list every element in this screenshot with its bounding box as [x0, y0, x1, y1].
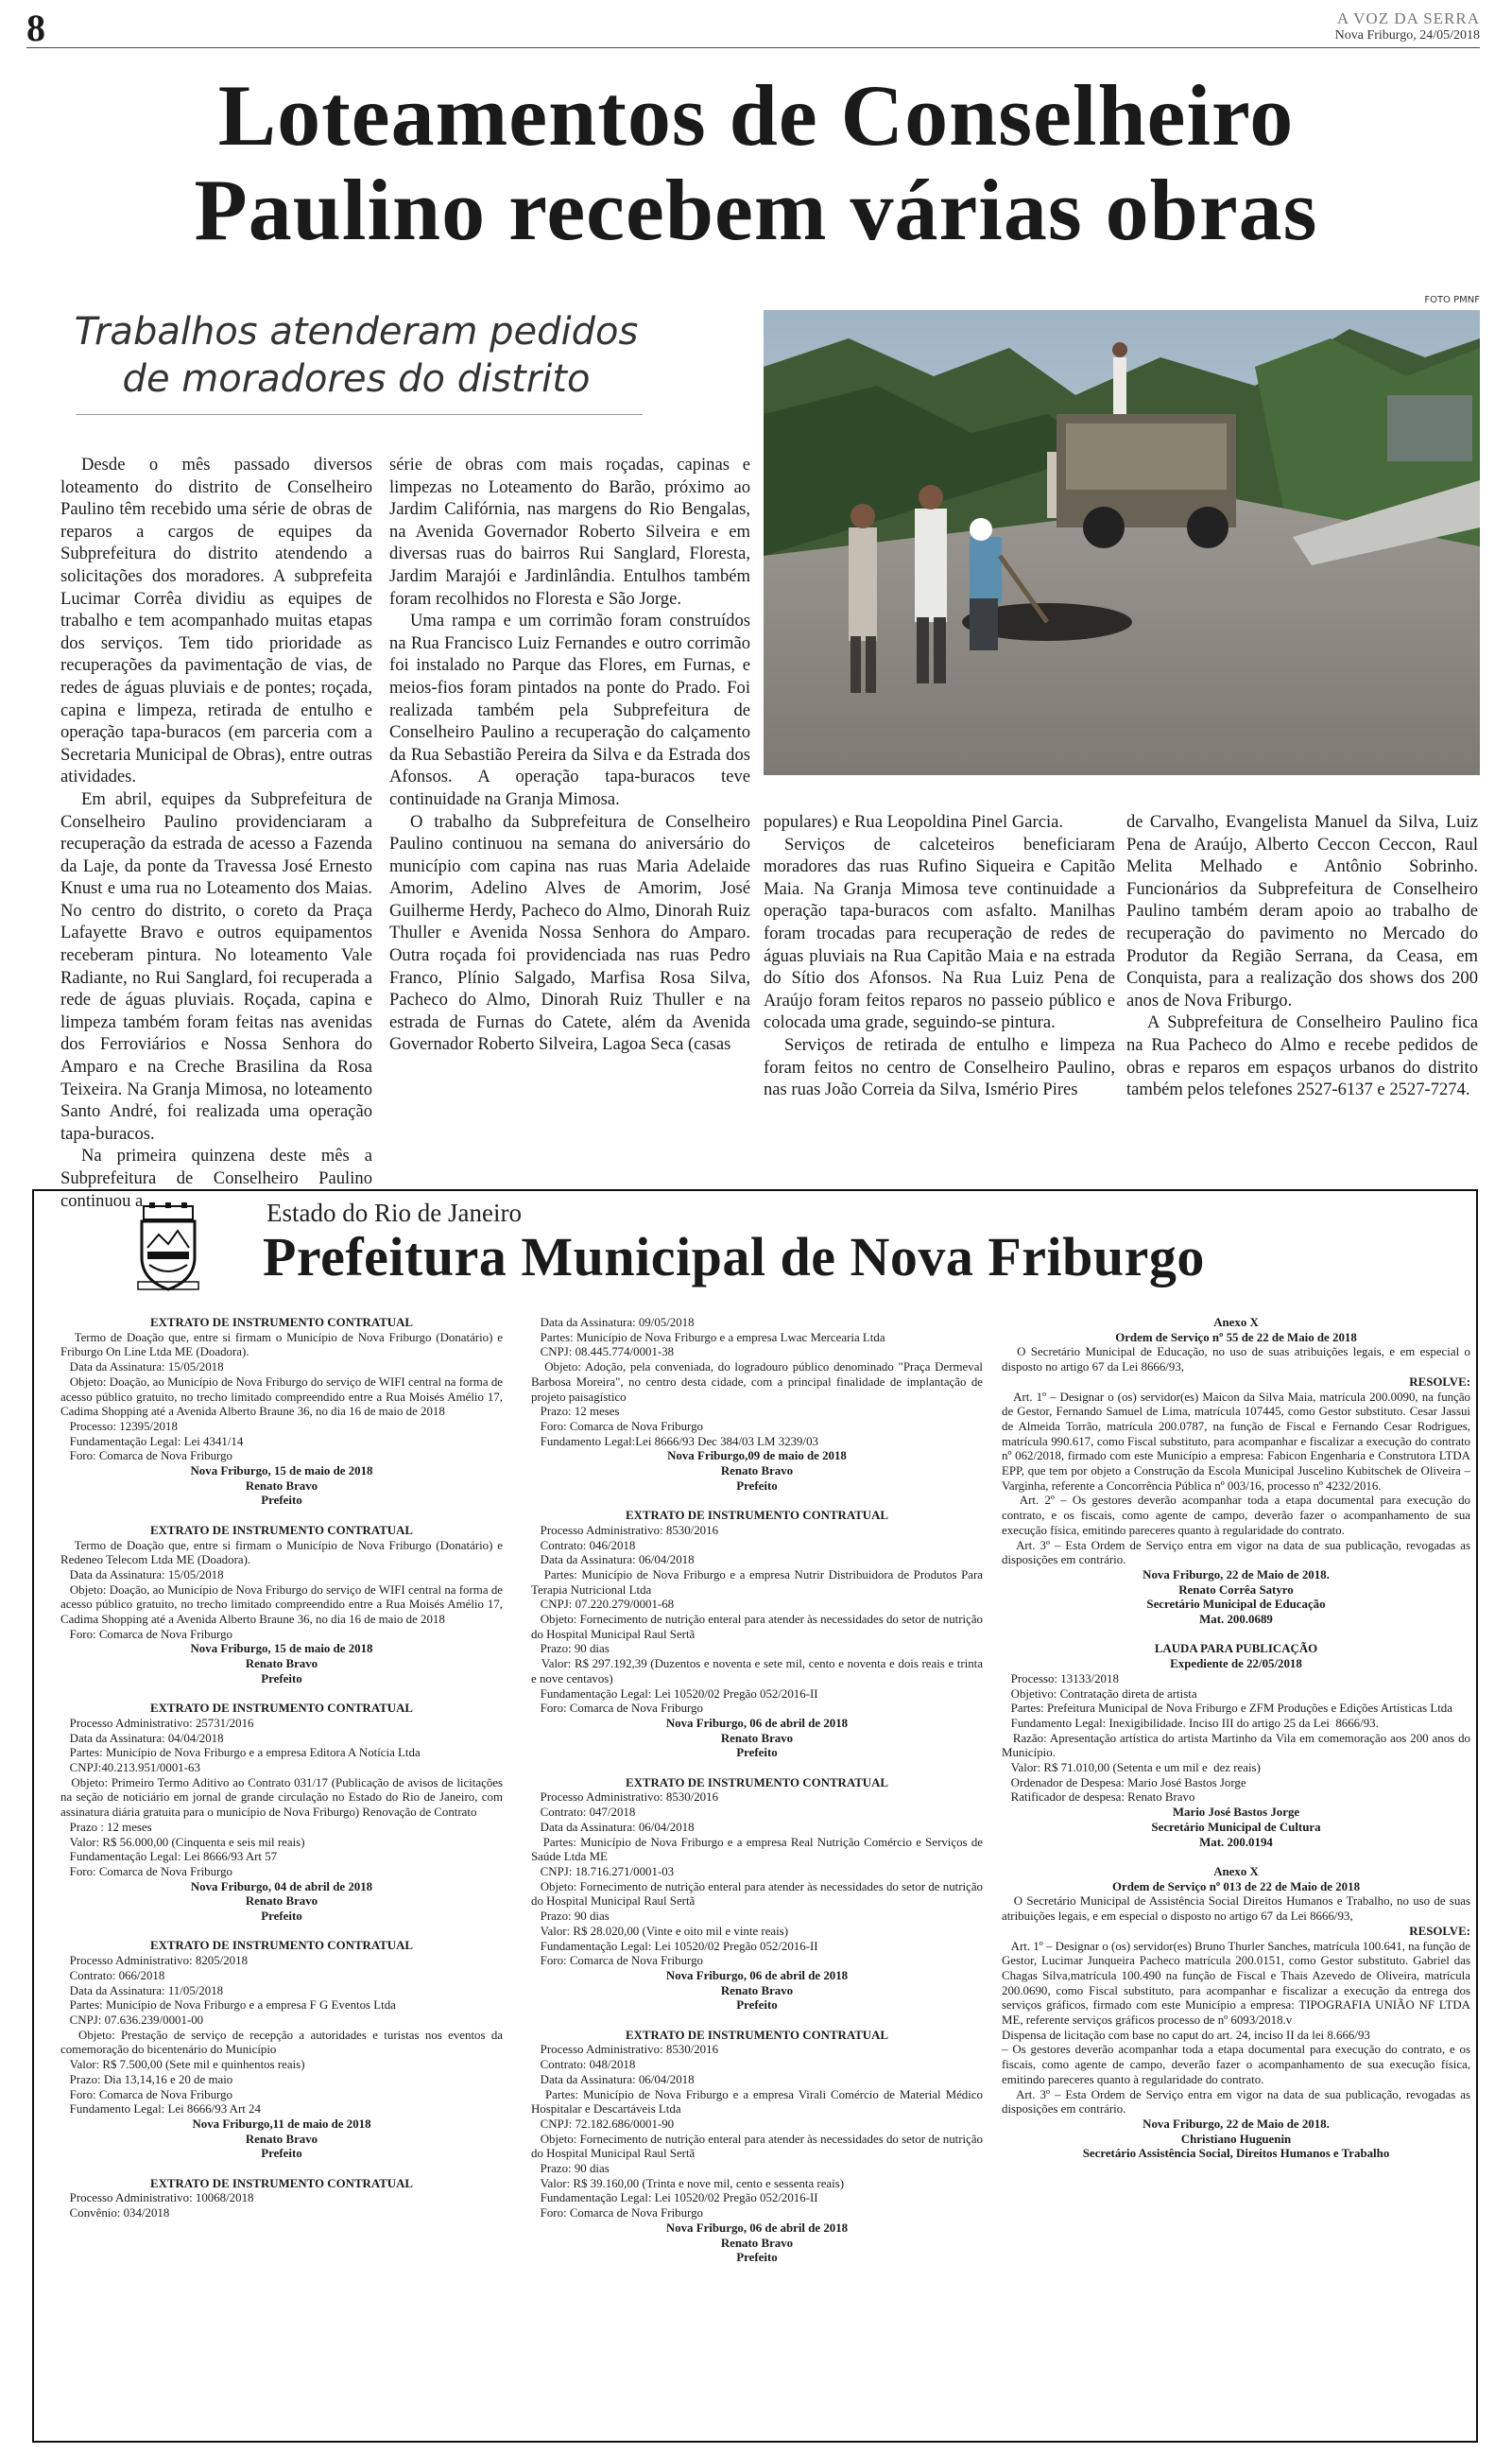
notice-line: Partes: Município de Nova Friburgo e a empresa F G Eventos Ltda	[60, 1998, 396, 2013]
notice-line: Objeto: Adoção, pela conveniada, do logradouro público denominado "Praça Dermeval Barbosa Moreira", no centro desta cidade, com a principal finalidade de implantação de projeto paisagístico	[531, 1360, 987, 1404]
notice-line: Prazo : 12 meses	[60, 1820, 152, 1834]
notice-line: Prazo: 12 meses	[531, 1405, 620, 1419]
notice-line: Objeto: Prestação de serviço de recepção a autoridades e turistas nos eventos da comemoração do bicentenário do Município	[60, 2028, 507, 2057]
notice-line: Partes: Município de Nova Friburgo e a empresa Editora A Notícia Ltda	[60, 1746, 421, 1760]
notice-line: Contrato: 048/2018	[531, 2058, 636, 2072]
notice-line: Processo Administrativo: 8530/2016	[531, 1790, 719, 1805]
notice-heading: EXTRATO DE INSTRUMENTO CONTRATUAL	[625, 1775, 889, 1789]
notice-line: Fundamentação Legal: Lei 8666/93 Art 57	[60, 1850, 278, 1864]
article-column-4	[1126, 811, 1478, 1101]
subtitle-line: Trabalhos atenderam pedidos	[74, 310, 639, 354]
notice-line: RESOLVE:	[1409, 1924, 1470, 1938]
article-subtitle	[68, 308, 644, 403]
notice-line: Ratificador de despesa: Renato Bravo	[1002, 1790, 1195, 1805]
notice-line: Fundamentação Legal: Lei 10520/02 Pregão 052/2016-II	[531, 1939, 818, 1953]
notice-line: Mat. 200.0689	[1199, 1613, 1273, 1627]
notice-line: CNPJ: 07.636.239/0001-00	[60, 2013, 204, 2027]
notice-spacer	[60, 1925, 503, 1940]
notice-line: Art. 3º – Esta Ordem de Serviço entra em vigor na data de sua publicação, revogadas as disposições em contrário.	[1002, 2087, 1474, 2117]
header-rule	[26, 47, 1480, 48]
notice-line: Objeto: Fornecimento de nutrição enteral para atender às necessidades do setor de nutrição do Hospital Municipal Raul Sertã	[531, 2132, 987, 2161]
notice-line: Ordem de Serviço nº 55 de 22 de Maio de 2018	[1115, 1330, 1357, 1344]
article-column-3	[764, 811, 1115, 1101]
announcement-state: Estado do Rio de Janeiro	[266, 1199, 522, 1227]
notice-line: Nova Friburgo, 15 de maio de 2018	[190, 1464, 373, 1478]
notice-line: Prazo: 90 dias	[531, 1910, 610, 1924]
notice-line: Processo: 13133/2018	[1002, 1671, 1119, 1685]
notice-line: CNPJ: 07.220.279/0001-68	[531, 1598, 675, 1612]
notice-heading: EXTRATO DE INSTRUMENTO CONTRATUAL	[149, 2176, 414, 2190]
notice-line: Art. 2º – Os gestores deverão acompanhar toda a etapa documental para execução do contrato, e os fiscais, como agente de campo, deverão fazer o acompanhamento de sua execução física, emitindo pareceres quanto à regularidade do contrato.	[1002, 1494, 1474, 1537]
notice-heading: EXTRATO DE INSTRUMENTO CONTRATUAL	[149, 1939, 414, 1953]
article-paragraph: populares) e Rua Leopoldina Pinel Garcia.	[764, 812, 1064, 832]
notice-line: Nova Friburgo, 22 de Maio de 2018.	[1143, 2117, 1330, 2131]
notice-line: Processo Administrativo: 8205/2018	[60, 1954, 249, 1968]
notice-line: Data da Assinatura: 06/04/2018	[531, 2072, 695, 2086]
notice-line: Art. 3º – Esta Ordem de Serviço entra em vigor na data de sua publicação, revogadas as disposições em contrário.	[1002, 1538, 1474, 1567]
notice-line: Contrato: 066/2018	[60, 1968, 165, 1982]
notice-line: Nova Friburgo, 06 de abril de 2018	[665, 2221, 849, 2235]
notice-line: Objeto: Fornecimento de nutrição enteral para atender às necessidades do setor de nutrição do Hospital Municipal Raul Sertã	[531, 1613, 987, 1641]
notice-spacer	[60, 2162, 503, 2177]
notice-line: Renato Bravo	[245, 2132, 318, 2146]
notice-line: Data da Assinatura: 06/04/2018	[531, 1820, 695, 1834]
notice-line: Partes: Município de Nova Friburgo e a empresa Real Nutrição Comércio e Serviços de Saúde Ltda ME	[531, 1835, 987, 1864]
notice-line: Prefeito	[261, 2147, 302, 2161]
notice-line: Mat. 200.0194	[1199, 1835, 1273, 1849]
notice-heading: EXTRATO DE INSTRUMENTO CONTRATUAL	[149, 1316, 414, 1329]
article-column-1	[60, 454, 372, 1212]
notice-spacer	[60, 1509, 503, 1524]
notice-line: Termo de Doação que, entre si firmam o Município de Nova Friburgo (Donatário) e Friburgo On Line Ltda ME (Doadora).	[60, 1330, 507, 1359]
notice-line: Art. 1º – Designar o (os) servidor(es) Maicon da Silva Maia, matrícula 200.0090, na função de Gestor, Fernando Samuel de Lima, matrícula 107445, como Gestor substituto. Cesar Jassui de Almeida Torrão, matrícula 200.0787, na função de Fiscal e Fernando Cesar Rodrigues, matrícula 990.617, como Fiscal substituto, para acompanhar e fiscalizar a execução do contrato nº 062/2018, firmado com este Município a empresa: Fabicon Engenharia e Construtora LTDA EPP, que tem por objeto a Construção da Escola Municipal Juscelino Kubitschek de Oliveira – Varginha, referente a Concorrência Pública nº 003/16, processo nº 4232/2016.	[1002, 1390, 1474, 1493]
notice-line: Foro: Comarca de Nova Friburgo	[60, 1627, 232, 1641]
notice-line: Foro: Comarca de Nova Friburgo	[531, 1954, 703, 1968]
notice-spacer	[531, 1494, 983, 1509]
notice-line: Nova Friburgo, 22 de Maio de 2018.	[1143, 1567, 1330, 1581]
legal-column-3	[1002, 1316, 1474, 2162]
notice-line: Art. 1º – Designar o (os) servidor(es) Bruno Thurler Sanches, matrícula 100.641, na função de Gestor, Lucimar Junqueira Pacheco matrícula 200.0151, como Gestor substituto. Gabriel das Chagas Silva,matrícula 100.490 na função de Fiscal e Thais Azevedo de Oliveira, matrícula 200.0690, como Fiscal substituto, para acompanhar e fiscalizar a execução da entrega dos serviços gráficos, firmado com este Município a empresa: TIPOGRAFIA UNIÃO NF LTDA ME, referente serviços gráficos processo de nº 6093/2018.v	[1002, 1939, 1474, 2028]
notice-line: Prefeito	[736, 1478, 778, 1493]
notice-line: CNPJ: 08.445.774/0001-38	[531, 1345, 675, 1359]
notice-line: CNPJ: 72.182.686/0001-90	[531, 2117, 675, 2131]
notice-line: Data da Assinatura: 09/05/2018	[531, 1316, 695, 1329]
notice-line: – Os gestores deverão acompanhar toda a etapa documental para execução do contrato, e os fiscais, como agente de campo, deverão fazer o acompanhamento de sua execução física, emitindo pareceres quanto à regularidade do contrato.	[1002, 2043, 1474, 2086]
headline-line: Loteamentos de Conselheiro	[217, 67, 1295, 164]
page-number: 8	[26, 7, 45, 49]
notice-line: Nova Friburgo, 04 de abril de 2018	[190, 1879, 373, 1893]
notice-line: Contrato: 046/2018	[531, 1538, 636, 1552]
notice-line: Fundamento Legal: Lei 8666/93 Art 24	[60, 2102, 261, 2117]
notice-line: Prefeito	[736, 1746, 778, 1760]
notice-heading: EXTRATO DE INSTRUMENTO CONTRATUAL	[625, 2028, 889, 2042]
notice-line: Data da Assinatura: 06/04/2018	[531, 1553, 695, 1567]
edition-date: Nova Friburgo, 24/05/2018	[1334, 28, 1480, 43]
notice-line: Processo Administrativo: 8530/2016	[531, 2043, 719, 2057]
notice-line: Renato Bravo	[245, 1657, 318, 1671]
notice-heading: EXTRATO DE INSTRUMENTO CONTRATUAL	[625, 1509, 889, 1523]
notice-line: Objeto: Doação, ao Município de Nova Friburgo do serviço de WIFI central na forma de acesso público gratuito, no trecho limitado compreendido entre a Rua Moisés Amélio 17, Cadima Shopping até a Avenida Alberto Braune 36, no dia 16 de maio de 2018	[60, 1582, 507, 1627]
notice-line: Fundamentação Legal: Lei 4341/14	[60, 1434, 244, 1448]
notice-line: Valor: R$ 39.160,00 (Trinta e nove mil, cento e sessenta reais)	[531, 2176, 845, 2190]
article-paragraph: de Carvalho, Evangelista Manuel da Silva, Luiz Pena de Araújo, Alberto Ceccon Ceccon, Raul Melita Melhado e Antônio Sobrinho. Funcionários da Subprefeitura de Conselheiro Paulino também deram apoio ao trabalho de recuperação do pavimento no Mercado do Produtor da Região Serrana, da Ceasa, em Conquista, para a realização dos shows dos 200 anos de Nova Friburgo.	[1126, 812, 1478, 1011]
notice-line: Renato Bravo	[720, 1731, 794, 1745]
notice-line: Objeto: Doação, ao Município de Nova Friburgo do serviço de WIFI central na forma de acesso público gratuito, no trecho limitado compreendido entre a Rua Moisés Amélio 17, Cadima Shopping até a Avenida Alberto Braune 36, no dia 16 de maio de 2018	[60, 1374, 507, 1419]
notice-spacer	[531, 1761, 983, 1776]
road-repair-photo	[764, 310, 1480, 775]
notice-line: RESOLVE:	[1409, 1374, 1470, 1389]
notice-line: Secretário Assistência Social, Direitos Humanos e Trabalho	[1082, 2147, 1390, 2161]
notice-line: Prefeito	[261, 1671, 302, 1685]
notice-line: Renato Bravo	[720, 1464, 794, 1478]
notice-line: Foro: Comarca de Nova Friburgo	[531, 1702, 703, 1716]
notice-line: Objeto: Primeiro Termo Aditivo ao Contrato 031/17 (Publicação de avisos de licitações na seção de noticiário em jornal de grande circulação no Estado do Rio de Janeiro, com assinatura diária gratuita para o município de Nova Friburgo) Renovação de Contrato	[60, 1775, 507, 1820]
notice-line: Fundamentação Legal: Lei 10520/02 Pregão 052/2016-II	[531, 1686, 818, 1701]
notice-line: Secretário Municipal de Educação	[1146, 1598, 1326, 1612]
notice-line: Nova Friburgo,11 de maio de 2018	[192, 2117, 371, 2131]
notice-line: Valor: R$ 28.020,00 (Vinte e oito mil e vinte reais)	[531, 1924, 789, 1938]
article-paragraph: Uma rampa e um corrimão foram construídos na Rua Francisco Luiz Fernandes e outro corrimão foi instalado no Parque das Flores, em Furnas, e meios-fios foram pintados na ponte do Prado. Foi realizada também pela Subprefeitura de Conselheiro Paulino a recuperação do calçamento da Rua Sebastião Pereira da Silva e da Estrada dos Afonsos. A operação tapa-buracos teve continuidade na Granja Mimosa.	[389, 611, 750, 809]
notice-line: Prazo: 90 dias	[531, 2162, 610, 2176]
notice-heading: EXTRATO DE INSTRUMENTO CONTRATUAL	[149, 1523, 414, 1537]
notice-line: Foro: Comarca de Nova Friburgo	[531, 1419, 703, 1433]
article-column-2	[389, 454, 750, 1056]
notice-spacer	[531, 2013, 983, 2029]
article-paragraph: Serviços de calceteiros beneficiaram moradores das ruas Rufino Siqueira e Capitão Maia. Na Granja Mimosa teve continuidade a operação tapa-buracos com asfalto. Manilhas foram trocadas para recuperação de redes de águas pluviais na Rua Capitão Maia e na estrada do Sítio dos Afonsos. Na Rua Luiz Pena de Araújo foram feitos reparos no passeio público e colocada uma grade, seguindo-se pintura.	[764, 834, 1115, 1033]
legal-column-1	[60, 1316, 507, 2221]
notice-line: CNPJ:40.213.951/0001-63	[60, 1761, 200, 1775]
masthead	[1335, 9, 1480, 43]
subtitle-rule	[76, 414, 643, 415]
notice-line: Foro: Comarca de Nova Friburgo	[531, 2206, 703, 2221]
legal-column-2	[531, 1316, 987, 2266]
article-paragraph: série de obras com mais roçadas, capinas e limpezas no Loteamento do Barão, próximo ao Jardim Califórnia, nas margens do Rio Bengalas, na Avenida Governador Roberto Silveira e em diversas ruas do bairros Rui Sanglard, Floresta, Jardim Marajói e Jardinlândia. Entulhos também foram recolhidos no Floresta e São Jorge.	[389, 455, 750, 609]
notice-line: Renato Corrêa Satyro	[1178, 1582, 1294, 1597]
notice-line: Fundamento Legal: Inexigibilidade. Inciso III do artigo 25 da Lei 8666/93.	[1002, 1716, 1379, 1730]
notice-line: Renato Bravo	[720, 2236, 794, 2250]
notice-line: Foro: Comarca de Nova Friburgo	[60, 1449, 232, 1463]
notice-line: Ordem de Serviço nº 013 de 22 de Maio de 2018	[1111, 1879, 1361, 1893]
notice-line: Convênio: 034/2018	[60, 2206, 170, 2221]
notice-line: Renato Bravo	[720, 1983, 794, 1997]
notice-line: Valor: R$ 297.192,39 (Duzentos e noventa e sete mil, cento e noventa e dois reais e trinta e nove centavos)	[531, 1657, 987, 1685]
notice-line: Expediente de 22/05/2018	[1170, 1657, 1302, 1671]
notice-line: Nova Friburgo, 06 de abril de 2018	[665, 1968, 849, 1982]
notice-line: Ordenador de Despesa: Mario José Bastos Jorge	[1002, 1775, 1246, 1789]
article-paragraph: O trabalho da Subprefeitura de Conselheiro Paulino continuou na semana do aniversário do município com capina nas ruas Maria Adelaide Amorim, Adelino Alves de Amorim, José Guilherme Herdy, Pacheco do Almo, Dinorah Ruiz Thuller e Avenida Nossa Senhora do Amparo. Outra roçada foi providenciada nas ruas Pedro Franco, Plínio Salgado, Marfisa Rosa Silva, Pacheco do Almo, Dinorah Ruiz Thuller e na estrada de Furnas do Catete, além da Avenida Governador Roberto Silveira, Lagoa Seca (casas	[389, 811, 750, 1055]
article-headline	[66, 68, 1446, 257]
notice-line: Prazo: Dia 13,14,16 e 20 de maio	[60, 2072, 233, 2086]
article-paragraph: Serviços de retirada de entulho e limpeza foram feitos no centro de Conselheiro Paulino, nas ruas João Correia da Silva, Ismério Pires	[764, 1034, 1115, 1100]
notice-line: Nova Friburgo,09 de maio de 2018	[667, 1449, 847, 1463]
notice-line: Objetivo: Contratação direta de artista	[1002, 1686, 1197, 1701]
subtitle-line: de moradores do distrito	[122, 357, 591, 401]
article-photo	[764, 310, 1480, 775]
notice-line: Mario José Bastos Jorge	[1172, 1806, 1300, 1820]
notice-line: Nova Friburgo, 15 de maio de 2018	[190, 1642, 373, 1656]
notice-line: CNPJ: 18.716.271/0001-03	[531, 1864, 675, 1878]
article-paragraph: Na primeira quinzena deste mês a Subprefeitura de Conselheiro Paulino continuou a	[60, 1146, 372, 1211]
notice-line: Data da Assinatura: 11/05/2018	[60, 1983, 224, 1997]
notice-line: Partes: Prefeitura Municipal de Nova Friburgo e ZFM Produções e Edições Artísticas Ltda	[1002, 1702, 1452, 1716]
notice-line: Prefeito	[736, 1998, 778, 2013]
article-paragraph: Desde o mês passado diversos loteamento do distrito de Conselheiro Paulino têm recebido uma série de obras de reparos a cargos de equipes da Subprefeitura do distrito atendendo a solicitações dos moradores. A subprefeita Lucimar Corrêa dividiu as equipes de trabalho e tem acompanhado muitas etapas dos serviços. Tem tido prioridade as recuperações da pavimentação de vias, de redes de águas pluviais e de pontes; roçada, capina e limpeza, retirada de entulho e operação tapa-buracos (em parceria com a Secretaria Municipal de Obras), entre outras atividades.	[60, 455, 372, 787]
notice-line: Christiano Huguenin	[1180, 2132, 1292, 2146]
headline-line: Paulino recebem várias obras	[194, 162, 1318, 258]
notice-line: Valor: R$ 56.000,00 (Cinquenta e seis mil reais)	[60, 1835, 305, 1849]
notice-line: Partes: Município de Nova Friburgo e a empresa Lwac Mercearia Ltda	[531, 1330, 885, 1344]
notice-line: Nova Friburgo, 06 de abril de 2018	[665, 1716, 849, 1730]
notice-line: Data da Assinatura: 15/05/2018	[60, 1360, 224, 1374]
notice-line: Anexo X	[1213, 1316, 1259, 1329]
notice-line: Processo Administrativo: 8530/2016	[531, 1523, 719, 1537]
photo-credit: FOTO PMNF	[1424, 295, 1480, 305]
notice-spacer	[1002, 1628, 1470, 1643]
notice-spacer	[1002, 1850, 1470, 1865]
announcement-title: Prefeitura Municipal de Nova Friburgo	[263, 1226, 1205, 1287]
notice-line: Fundamentação Legal: Lei 10520/02 Pregão 052/2016-II	[531, 2191, 818, 2205]
notice-line: Foro: Comarca de Nova Friburgo	[60, 1864, 232, 1878]
notice-heading: EXTRATO DE INSTRUMENTO CONTRATUAL	[149, 1702, 414, 1716]
notice-line: Partes: Município de Nova Friburgo e a empresa Nutrir Distribuidora de Produtos Para Terapia Nutricional Ltda	[531, 1567, 987, 1597]
notice-line: Prefeito	[261, 1910, 302, 1924]
municipal-crest-icon	[134, 1202, 202, 1293]
notice-line: Objeto: Fornecimento de nutrição enteral para atender às necessidades do setor de nutrição do Hospital Municipal Raul Sertã	[531, 1879, 987, 1909]
notice-line: Valor: R$ 7.500,00 (Sete mil e quinhentos reais)	[60, 2058, 305, 2072]
article-paragraph: Em abril, equipes da Subprefeitura de Conselheiro Paulino providenciaram a recuperação da estrada de acesso a Fazenda da Laje, da ponte da Travessa José Ernesto Knust e uma rua no Loteamento dos Maias. No centro do distrito, o coreto da Praça Lafayette Bravo e outros equipamentos receberam pintura. No loteamento Vale Radiante, no Rui Sanglard, foi recuperada a rede de águas pluviais. Roçada, capina e limpeza também foram feitas nas avenidas dos Ferroviários e Nossa Senhora do Amparo e na Creche Brasilina da Rosa Teixeira. Na Granja Mimosa, no loteamento Santo André, foi realizada uma operação tapa-buracos.	[60, 788, 372, 1144]
notice-line: Prefeito	[261, 1494, 302, 1508]
notice-line: Processo: 12395/2018	[60, 1419, 178, 1433]
notice-line: Renato Bravo	[245, 1894, 318, 1909]
notice-line: Fundamento Legal:Lei 8666/93 Dec 384/03 LM 3239/03	[531, 1434, 818, 1448]
notice-line: Processo Administrativo: 25731/2016	[60, 1716, 254, 1730]
notice-line: Valor: R$ 71.010,00 (Setenta e um mil e dez reais)	[1002, 1761, 1261, 1775]
article-paragraph: A Subprefeitura de Conselheiro Paulino fica na Rua Pacheco do Almo e recebe pedidos de obras e reparos em espaços urbanos do distrito também pelos telefones 2527-6137 e 2527-7274.	[1126, 1012, 1478, 1100]
newspaper-brand: A VOZ DA SERRA	[1336, 9, 1480, 27]
notice-line: Prazo: 90 dias	[531, 1642, 610, 1656]
notice-line: Processo Administrativo: 10068/2018	[60, 2191, 254, 2205]
notice-line: Prefeito	[736, 2251, 778, 2265]
notice-line: Dispensa de licitação com base no caput do art. 24, inciso II da lei 8.666/93	[1002, 2028, 1370, 2042]
notice-line: Foro: Comarca de Nova Friburgo	[60, 2087, 232, 2101]
notice-line: Contrato: 047/2018	[531, 1806, 636, 1820]
notice-line: Termo de Doação que, entre si firmam o Município de Nova Friburgo (Donatário) e Redeneo Telecom Ltda ME (Doadora).	[60, 1538, 507, 1567]
notice-line: Renato Bravo	[245, 1478, 318, 1493]
notice-line: Razão: Apresentação artística do artista Martinho da Vila em comemoração aos 200 anos do Município.	[1002, 1731, 1474, 1760]
notice-line: O Secretário Municipal de Educação, no uso de suas atribuições legais, e em especial o disposto no artigo 67 da Lei 8666/93,	[1002, 1345, 1474, 1374]
notice-spacer	[60, 1687, 503, 1702]
notice-line: Anexo X	[1213, 1864, 1259, 1878]
notice-line: O Secretário Municipal de Assistência Social Direitos Humanos e Trabalho, no uso de suas atribuições legais, e em especial o disposto no artigo 67 da Lei 8666/93,	[1002, 1894, 1474, 1924]
notice-line: Partes: Município de Nova Friburgo e a empresa Virali Comércio de Material Médico Hospitalar e Descartáveis Ltda	[531, 2087, 987, 2117]
notice-line: LAUDA PARA PUBLICAÇÃO	[1154, 1642, 1318, 1656]
notice-line: Data da Assinatura: 04/04/2018	[60, 1731, 224, 1745]
notice-line: Data da Assinatura: 15/05/2018	[60, 1567, 224, 1581]
notice-line: Secretário Municipal de Cultura	[1151, 1820, 1321, 1834]
